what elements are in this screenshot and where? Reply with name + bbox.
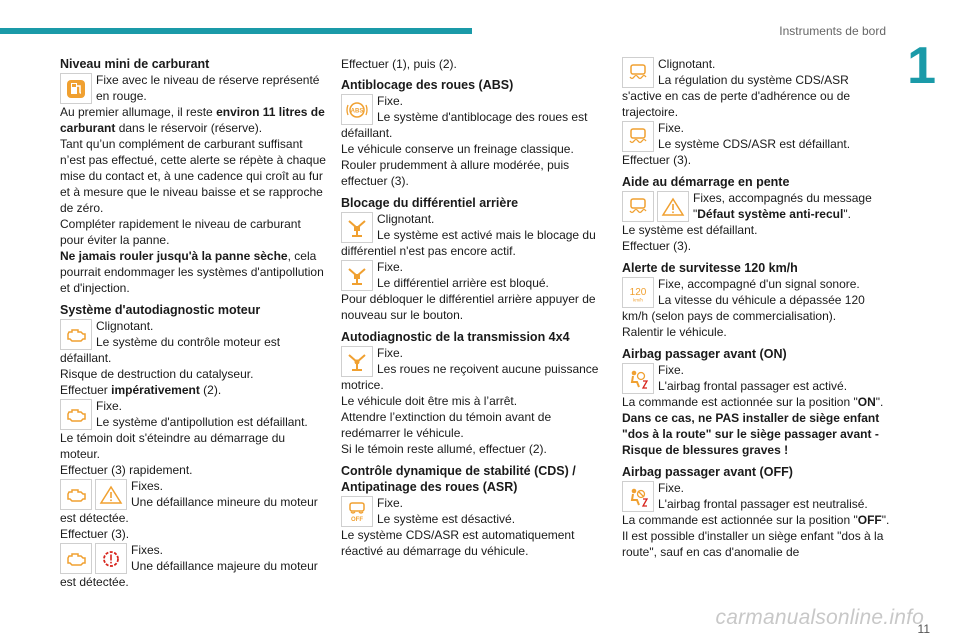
indicator-state: Clignotant. xyxy=(96,319,154,333)
paragraph: Si le témoin reste allumé, effectuer (2). xyxy=(341,442,547,456)
paragraph: Effectuer (3). xyxy=(622,239,692,253)
indicator-desc: Les roues ne reçoivent aucune puissance motrice. xyxy=(341,362,599,392)
svg-text:ABS: ABS xyxy=(350,108,364,114)
paragraph: Il est possible d'installer un siège enfant "dos à la route", sauf en cas d'anomalie de xyxy=(622,529,884,559)
indicator-state: Fixes. xyxy=(131,479,164,493)
paragraph: Compléter rapidement le niveau de carburant pour éviter la panne. xyxy=(60,217,301,247)
section-title-airbag-off: Airbag passager avant (OFF) xyxy=(622,465,793,479)
indicator-state: Fixe. xyxy=(658,363,685,377)
paragraph: Rouler prudemment à allure modérée, puis effectuer (3). xyxy=(341,158,570,188)
section-header-title: Instruments de bord xyxy=(779,24,886,38)
hill-start-icon xyxy=(622,191,654,222)
indicator-desc: La régulation du système CDS/ASR s'active en cas de perte d'adhérence ou de trajectoire. xyxy=(622,73,851,119)
indicator-state: Fixe. xyxy=(658,481,685,495)
indicator-state: Clignotant. xyxy=(658,57,716,71)
indicator-desc: Le système est désactivé. xyxy=(377,512,516,526)
engine-icon xyxy=(60,543,92,574)
section-title-overspeed: Alerte de survitesse 120 km/h xyxy=(622,261,798,275)
paragraph: Tant qu’un complément de carburant suffisant n’est pas effectué, cette alerte se répète à chaque mise du contact et, à une cadence qui croît au fur et à mesure que le niveau baisse et se rapproche de zéro. xyxy=(60,137,326,215)
column-3 xyxy=(622,56,890,560)
section-title-4x4-diagnostic: Autodiagnostic de la transmission 4x4 xyxy=(341,330,570,344)
indicator-desc: Le système est activé mais le blocage du différentiel n'est pas encore actif. xyxy=(341,228,596,258)
watermark: carmanualsonline.info xyxy=(715,606,924,629)
indicator-state: Clignotant. xyxy=(377,212,435,226)
indicator-diff-lock-fixed xyxy=(341,259,605,291)
indicator-overspeed xyxy=(622,276,890,324)
airbag-passenger-off-icon xyxy=(622,481,654,512)
svg-text:km/h: km/h xyxy=(633,297,643,302)
svg-text:120: 120 xyxy=(629,286,647,298)
paragraph-warning: Dans ce cas, ne PAS installer de siège enfant "dos à la route" sur le siège passager avant - Risque de blessures graves ! xyxy=(622,411,880,457)
indicator-state: Fixe. xyxy=(377,496,404,510)
section-title-airbag-on: Airbag passager avant (ON) xyxy=(622,347,787,361)
indicator-cds-blinking xyxy=(622,56,890,120)
indicator-desc: Le système CDS/ASR est défaillant. xyxy=(658,137,851,151)
indicator-state: Fixe. xyxy=(377,260,404,274)
section-title-rear-diff-lock: Blocage du différentiel arrière xyxy=(341,196,519,210)
indicator-desc: Le différentiel arrière est bloqué. xyxy=(377,276,549,290)
indicator-state: Fixe avec le niveau de réserve représenté xyxy=(96,73,320,87)
paragraph: La commande est actionnée sur la position "ON". xyxy=(622,395,884,409)
paragraph: Effectuer (3). xyxy=(622,153,692,167)
paragraph: Effectuer (3) rapidement. xyxy=(60,463,193,477)
transmission-4x4-icon xyxy=(341,346,373,377)
section-title-hill-start: Aide au démarrage en pente xyxy=(622,175,790,189)
warning-triangle-icon xyxy=(95,479,127,510)
indicator-desc: Le système du contrôle moteur est défaillant. xyxy=(60,335,281,365)
indicator-airbag-off xyxy=(622,480,890,512)
section-title-stability-control: Contrôle dynamique de stabilité (CDS) / Antipatinage des roues (ASR) xyxy=(341,464,576,494)
indicator-desc: Une défaillance majeure du moteur est détectée. xyxy=(60,559,318,589)
stability-control-icon xyxy=(622,57,654,88)
indicator-desc: Le système d'antiblocage des roues est défaillant. xyxy=(341,110,588,140)
indicator-state: Fixe. xyxy=(96,399,123,413)
indicator-state: Fixes, accompagnés du message xyxy=(693,191,872,205)
paragraph: Attendre l’extinction du témoin avant de redémarrer le véhicule. xyxy=(341,410,552,440)
indicator-state: Fixes. xyxy=(131,543,164,557)
indicator-desc: L'airbag frontal passager est activé. xyxy=(658,379,848,393)
indicator-state: Fixe. xyxy=(658,121,685,135)
paragraph: Effectuer impérativement (2). xyxy=(60,383,222,397)
indicator-desc: L'airbag frontal passager est neutralisé. xyxy=(658,497,868,511)
column-1 xyxy=(60,56,328,590)
svg-text:OFF: OFF xyxy=(351,516,363,523)
paragraph: Le véhicule conserve un freinage classique. xyxy=(341,142,574,156)
paragraph: Risque de destruction du catalyseur. xyxy=(60,367,254,381)
indicator-desc: Une défaillance mineure du moteur est détectée. xyxy=(60,495,318,525)
engine-icon xyxy=(60,399,92,430)
indicator-engine-fixed xyxy=(60,398,328,430)
paragraph: Le système CDS/ASR est automatiquement réactivé au démarrage du véhicule. xyxy=(341,528,575,558)
indicator-abs xyxy=(341,93,605,141)
indicator-hill-start xyxy=(622,190,890,222)
indicator-airbag-on xyxy=(622,362,890,394)
engine-icon xyxy=(60,479,92,510)
stability-off-icon xyxy=(341,496,373,527)
indicator-desc: "Défaut système anti-recul". xyxy=(693,207,851,221)
indicator-desc: en rouge. xyxy=(96,89,147,103)
header-accent-bar xyxy=(0,28,472,34)
indicator-state: Fixe. xyxy=(377,346,404,360)
paragraph: Pour débloquer le différentiel arrière appuyer de nouveau sur le bouton. xyxy=(341,292,596,322)
indicator-cds-fault xyxy=(622,120,890,152)
airbag-passenger-icon xyxy=(622,363,654,394)
paragraph: Effectuer (1), puis (2). xyxy=(341,57,457,71)
paragraph: Le système est défaillant. xyxy=(622,223,758,237)
section-title-abs: Antiblocage des roues (ABS) xyxy=(341,78,514,92)
indicator-4x4 xyxy=(341,345,605,393)
paragraph: Le témoin doit s'éteindre au démarrage du moteur. xyxy=(60,431,286,461)
differential-lock-icon xyxy=(341,212,373,243)
stop-gear-icon xyxy=(95,543,127,574)
column-2 xyxy=(341,56,605,559)
paragraph: Ne jamais rouler jusqu'à la panne sèche, cela pourrait endommager les systèmes d'antipollution et d'injection. xyxy=(60,249,324,295)
section-title-engine-diagnostic: Système d'autodiagnostic moteur xyxy=(60,303,261,317)
differential-lock-icon xyxy=(341,260,373,291)
indicator-state: Fixe, accompagné d'un signal sonore. xyxy=(658,277,860,291)
indicator-engine-blinking xyxy=(60,318,328,366)
page-number: 11 xyxy=(917,622,930,636)
indicator-cds-off xyxy=(341,495,605,527)
indicator-engine-minor xyxy=(60,478,328,526)
paragraph: La commande est actionnée sur la position "OFF". xyxy=(622,513,890,527)
engine-icon xyxy=(60,319,92,350)
abs-icon xyxy=(341,94,373,125)
paragraph: Le véhicule doit être mis à l’arrêt. xyxy=(341,394,518,408)
speed-120-icon xyxy=(622,277,654,308)
chapter-number: 1 xyxy=(907,37,936,95)
fuel-pump-warning-icon xyxy=(60,73,92,104)
paragraph: Ralentir le véhicule. xyxy=(622,325,727,339)
paragraph: Au premier allumage, il reste environ 11 litres de carburant dans le réservoir (réserve). xyxy=(60,105,325,135)
paragraph: Effectuer (3). xyxy=(60,527,130,541)
section-title-fuel: Niveau mini de carburant xyxy=(60,57,210,71)
indicator-diff-lock-blinking xyxy=(341,211,605,259)
indicator-fuel xyxy=(60,72,328,104)
warning-triangle-icon xyxy=(657,191,689,222)
indicator-desc: Le système d'antipollution est défaillant. xyxy=(96,415,308,429)
indicator-desc: La vitesse du véhicule a dépassée 120 km/h (selon pays de commercialisation). xyxy=(622,293,865,323)
indicator-engine-major xyxy=(60,542,328,590)
indicator-state: Fixe. xyxy=(377,94,404,108)
stability-control-icon xyxy=(622,121,654,152)
